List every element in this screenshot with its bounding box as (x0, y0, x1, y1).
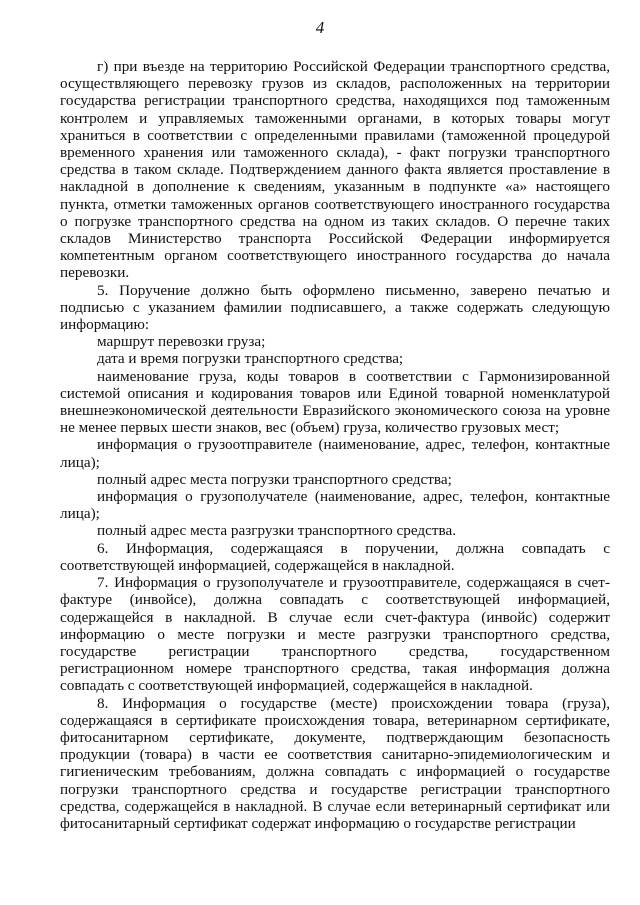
list-item-loading-address: полный адрес места погрузки транспортного средства; (97, 470, 452, 488)
list-item-shipper-info: информация о грузоотправителе (наименование, адрес, телефон, контактные лица); (60, 436, 610, 471)
paragraph-6-order-match: 6. Информация, содержащаяся в поручении, должна совпадать с соответствующей информацией, содержащейся в накладной. (60, 539, 610, 574)
paragraph-5-order-requirements: 5. Поручение должно быть оформлено письменно, заверено печатью и подписью с указанием фамилии подписавшего, а также содержать следующую информацию: (60, 281, 610, 334)
document-body (60, 58, 610, 832)
list-item-cargo-description: наименование груза, коды товаров в соответствии с Гармонизированной системой описания и кодирования товаров или Единой товарной номенклатурой внешнеэкономической деятельности Евразийского экономического союза на уровне не менее первых шести знаков, вес (объем) груза, количество грузовых мест; (60, 367, 610, 437)
list-item-unloading-address: полный адрес места разгрузки транспортного средства. (97, 522, 456, 540)
paragraph-7-invoice-match: 7. Информация о грузополучателе и грузоотправителе, содержащаяся в счет-фактуре (инвойсе), должна совпадать с соответствующей информацией, содержащейся в накладной. В случае если счет-фактура (инвойс) содержит информацию о месте погрузки и месте разгрузки транспортного средства, государстве регистрации транспортного средства, государственном регистрационном номере транспортного средства, такая информация должна совпадать с соответствующей информацией, содержащейся в накладной. (60, 574, 610, 695)
paragraph-8-origin-certificates: 8. Информация о государстве (месте) происхождении товара (груза), содержащаяся в сертификате происхождения товара, ветеринарном сертификате, фитосанитарном сертификате, документе, подтверждающим безопасность продукции (товара) в части ее соответствия санитарно-эпидемиологическим и гигиеническим требованиям, должна совпадать с информацией о государстве погрузки транспортного средства и государстве регистрации транспортного средства, содержащейся в накладной. В случае если ветеринарный сертификат или фитосанитарный сертификат содержат информацию о государстве регистрации (60, 694, 610, 832)
list-item-loading-datetime: дата и время погрузки транспортного средства; (97, 350, 404, 368)
list-item-consignee-info: информация о грузополучателе (наименование, адрес, телефон, контактные лица); (60, 488, 610, 523)
page-number: 4 (315, 18, 325, 37)
paragraph-4g-customs-warehouse: г) при въезде на территорию Российской Федерации транспортного средства, осуществляющего перевозку грузов из складов, расположенных на территории государства регистрации транспортного средства, находящихся под таможенным контролем и управляемых таможенными органами, в которых товары могут храниться в соответствии с определенными правилами (таможенной процедурой временного хранения или таможенного склада), - факт погрузки транспортного средства в таком складе. Подтверждением данного факта является проставление в накладной в дополнение к сведениям, указанным в подпункте «а» настоящего пункта, отметки таможенных органов соответствующего иностранного государства о погрузке транспортного средства на одном из таких складов. О перечне таких складов Министерство транспорта Российской Федерации информируется компетентным органом соответствующего иностранного государства до начала перевозки. (60, 58, 610, 282)
list-item-route: маршрут перевозки груза; (97, 333, 266, 351)
